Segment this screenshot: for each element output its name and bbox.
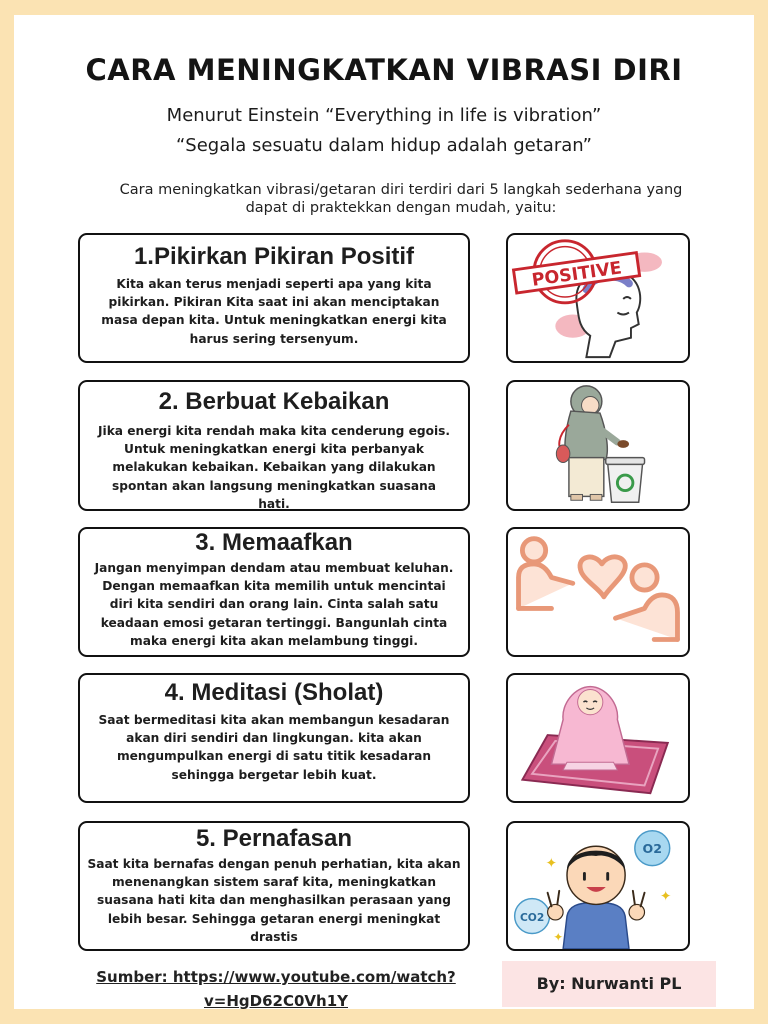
step-card-3 [78,527,470,657]
woman-trash-bin-icon [508,382,688,509]
giving-heart-icon [508,529,688,655]
author-box [502,961,716,1007]
positive-mind-illustration [506,233,690,363]
svg-text:POSITIVE: POSITIVE [530,258,623,291]
breathing-boy-icon [508,823,688,949]
svg-text:✦: ✦ [660,888,672,905]
author-name: By: Nurwanti PL [536,974,682,993]
step-description: Saat kita bernafas dengan penuh perhatian, kita akan menenangkan sistem saraf kita, meningkatkan suasana hati kita dan menghasilkan perasaan yang lebih besar. Sehingga getaran energi meningkat drastis [87,857,461,944]
intro-line: Cara meningkatkan vibrasi/getaran diri terdiri dari 5 langkah sederhana yang [119,182,683,198]
svg-text:CO2: CO2 [519,910,545,924]
positive-head-icon [508,235,688,361]
svg-text:✦: ✦ [553,930,564,945]
step-card-2 [78,380,470,511]
breathing-illustration [506,821,690,951]
step-card-4 [78,673,470,803]
intro-line: dapat di praktekkan dengan mudah, yaitu: [245,200,557,216]
kindness-illustration [506,380,690,511]
step-heading: 2. Berbuat Kebaikan [158,388,390,415]
source-link[interactable]: Sumber: https://www.youtube.com/watch? v=HgD62C0Vh1Y [96,968,456,1010]
prayer-illustration [506,673,690,803]
step-card-1 [78,233,470,363]
page-title: CARA MENINGKATKAN VIBRASI DIRI [85,53,683,87]
step-heading: 5. Pernafasan [195,825,353,852]
einstein-quote-english: Menurut Einstein “Everything in life is vibration” [166,105,602,126]
intro-text [76,181,726,217]
svg-text:✦: ✦ [545,855,558,872]
forgiveness-illustration [506,527,690,657]
infographic-page [14,15,754,1009]
einstein-quote-indonesian: “Segala sesuatu dalam hidup adalah getaran” [175,135,593,156]
step-heading: 3. Memaafkan [195,529,353,556]
step-heading: 1.Pikirkan Pikiran Positif [133,243,415,270]
svg-text:O2: O2 [642,841,663,857]
step-description: Saat bermeditasi kita akan membangun kesadaran akan diri sendiri dan lingkungan. kita akan mengumpulkan energi di satu titik kesadaran sehingga bergetar lebih kuat. [98,713,450,782]
praying-girl-icon [508,675,688,801]
step-description: Kita akan terus menjadi seperti apa yang kita pikirkan. Pikiran Kita saat ini akan menciptakan masa depan kita. Untuk meningkatkan energi kita harus sering tersenyum. [101,277,447,346]
step-heading: 4. Meditasi (Sholat) [164,679,384,706]
step-description: Jika energi kita rendah maka kita cenderung egois. Untuk meningkatkan energi kita perbanyak melakukan kebaikan. Kebaikan yang dilakukan spontan akan langsung meningkatkan suasana hati. [97,424,451,511]
step-description: Jangan menyimpan dendam atau membuat keluhan. Dengan memaafkan kita memilih untuk mencintai diri kita sendiri dan orang lain. Cinta salah satu keadaan emosi getaran tertinggi. Bangunlah cinta maka energi kita akan melambung tinggi. [94,561,454,648]
step-card-5 [78,821,470,951]
